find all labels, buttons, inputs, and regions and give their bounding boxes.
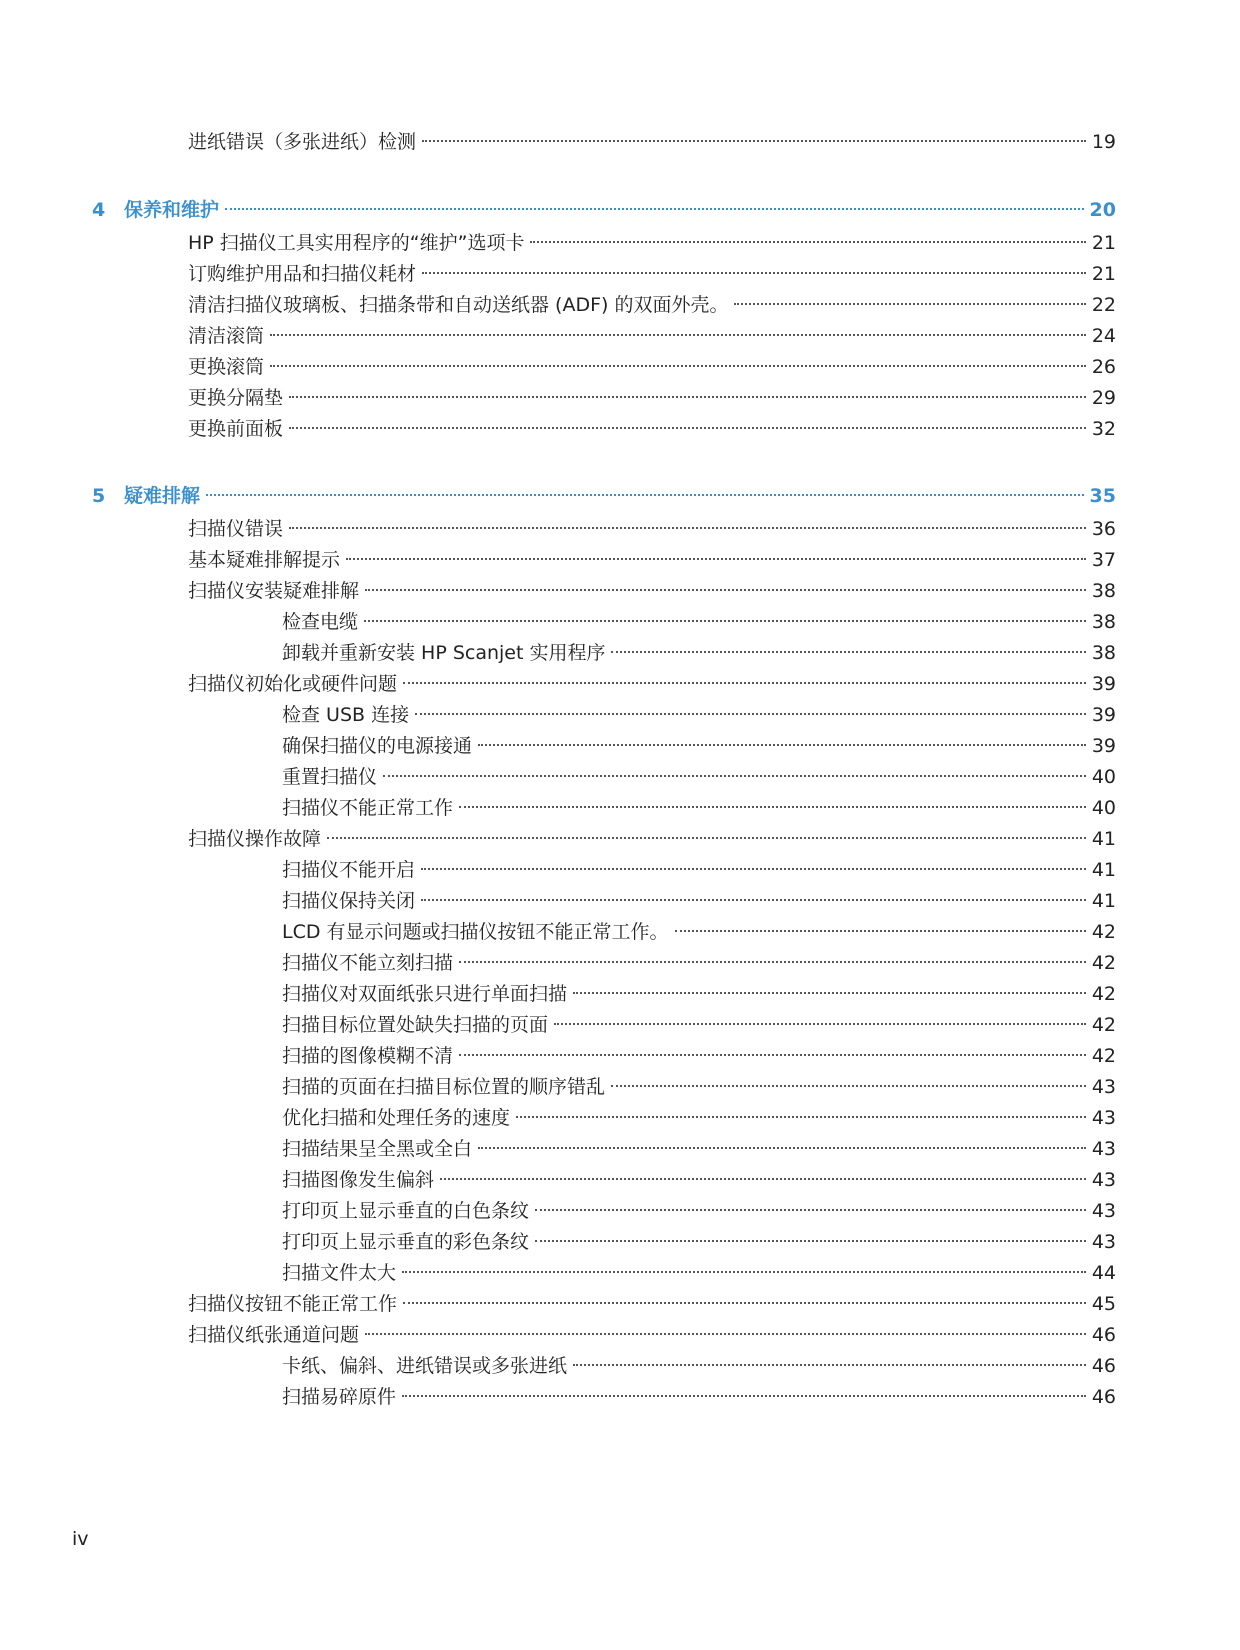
toc-page-number: 43 — [1091, 1231, 1116, 1253]
toc-entry-title: 扫描图像发生偏斜 — [282, 1169, 435, 1191]
dot-leader — [611, 1061, 1086, 1087]
dot-leader — [530, 217, 1085, 243]
dot-leader — [270, 341, 1086, 367]
toc-entry-title: 扫描结果呈全黑或全白 — [282, 1138, 473, 1160]
toc-entry-title: 扫描仪纸张通道问题 — [188, 1324, 360, 1346]
dot-leader — [421, 875, 1086, 901]
toc-page-number: 43 — [1091, 1138, 1116, 1160]
toc-page-number: 32 — [1091, 418, 1116, 440]
toc-entry-title: 优化扫描和处理任务的速度 — [282, 1107, 511, 1129]
dot-leader — [459, 937, 1086, 963]
toc-entry-title: 扫描仪安装疑难排解 — [188, 580, 360, 602]
toc-entry-title: 基本疑难排解提示 — [188, 549, 341, 571]
toc-entry[interactable] — [188, 409, 1116, 441]
toc-entry-title: 保养和维护 — [124, 199, 220, 221]
toc-page-number: 41 — [1091, 890, 1116, 912]
dot-leader — [365, 565, 1086, 591]
toc-page-number: 46 — [1091, 1324, 1116, 1346]
toc-entry-title: 更换分隔垫 — [188, 387, 284, 409]
toc-entry-title: 扫描仪初始化或硬件问题 — [188, 673, 398, 695]
toc-page-number: 46 — [1091, 1386, 1116, 1408]
toc-page-number: 39 — [1091, 673, 1116, 695]
dot-leader — [440, 1154, 1086, 1180]
toc-page-number: 42 — [1091, 921, 1116, 943]
toc-entry-title: 检查 USB 连接 — [282, 704, 410, 726]
chapter-number: 5 — [92, 485, 106, 507]
dot-leader — [327, 813, 1086, 839]
toc-entry-title: LCD 有显示问题或扫描仪按钮不能正常工作。 — [282, 921, 669, 943]
toc-entry-title: 疑难排解 — [124, 485, 201, 507]
toc-entry-title: 扫描仪按钮不能正常工作 — [188, 1293, 398, 1315]
dot-leader — [554, 999, 1086, 1025]
toc-entry-title: 更换滚筒 — [188, 356, 265, 378]
toc-entry-title: 扫描仪对双面纸张只进行单面扫描 — [282, 983, 568, 1005]
dot-leader — [403, 658, 1086, 684]
toc-entry-title: 扫描目标位置处缺失扫描的页面 — [282, 1014, 549, 1036]
dot-leader — [415, 689, 1086, 715]
toc-page-number: 43 — [1091, 1076, 1116, 1098]
dot-leader — [675, 906, 1086, 932]
toc-entry-title: 更换前面板 — [188, 418, 284, 440]
toc-page-number: 29 — [1091, 387, 1116, 409]
toc-entry-title: 扫描仪操作故障 — [188, 828, 322, 850]
dot-leader — [478, 720, 1086, 746]
toc-page-number: 36 — [1091, 518, 1116, 540]
dot-leader — [365, 1309, 1086, 1335]
toc-page-number: 38 — [1091, 611, 1116, 633]
toc-page-number: 38 — [1091, 642, 1116, 664]
toc-page-number: 39 — [1091, 704, 1116, 726]
dot-leader — [535, 1216, 1086, 1242]
toc-page-number: 45 — [1091, 1293, 1116, 1315]
dot-leader — [573, 968, 1086, 994]
toc-page-number: 21 — [1091, 263, 1116, 285]
dot-leader — [402, 1247, 1086, 1273]
toc-entry-title: HP 扫描仪工具实用程序的“维护”选项卡 — [188, 232, 525, 254]
toc-page-number: 40 — [1091, 766, 1116, 788]
dot-leader — [734, 279, 1085, 305]
toc-page-number: 42 — [1091, 1045, 1116, 1067]
toc-entry-title: 打印页上显示垂直的白色条纹 — [282, 1200, 530, 1222]
page-number-footer: iv — [72, 1528, 89, 1550]
toc-entry-title: 扫描仪不能开启 — [282, 859, 416, 881]
toc-entry-title: 扫描仪不能正常工作 — [282, 797, 454, 819]
dot-leader — [516, 1092, 1086, 1118]
toc-entry-title: 打印页上显示垂直的彩色条纹 — [282, 1231, 530, 1253]
toc-entry-title: 确保扫描仪的电源接通 — [282, 735, 473, 757]
dot-leader — [459, 782, 1086, 808]
dot-leader — [611, 627, 1085, 653]
toc-entry-title: 扫描仪保持关闭 — [282, 890, 416, 912]
toc-entry-title: 扫描的图像模糊不清 — [282, 1045, 454, 1067]
dot-leader — [206, 470, 1084, 496]
toc-page-number: 37 — [1091, 549, 1116, 571]
dot-leader — [289, 403, 1086, 429]
dot-leader — [289, 503, 1086, 529]
toc-entry-title: 扫描的页面在扫描目标位置的顺序错乱 — [282, 1076, 606, 1098]
dot-leader — [459, 1030, 1086, 1056]
toc-entry-title: 扫描仪错误 — [188, 518, 284, 540]
toc-page-number: 40 — [1091, 797, 1116, 819]
toc-page-number: 42 — [1091, 952, 1116, 974]
toc-entry-title: 清洁扫描仪玻璃板、扫描条带和自动送纸器 (ADF) 的双面外壳。 — [188, 294, 729, 316]
dot-leader — [422, 248, 1086, 274]
dot-leader — [478, 1123, 1086, 1149]
toc-page-number: 20 — [1089, 199, 1116, 221]
dot-leader — [421, 844, 1086, 870]
toc-page-number: 19 — [1091, 131, 1116, 153]
toc-entry-title: 检查电缆 — [282, 611, 359, 633]
toc-page-number: 39 — [1091, 735, 1116, 757]
dot-leader — [403, 1278, 1086, 1304]
toc-entry-title: 扫描文件太大 — [282, 1262, 397, 1284]
toc-page-number: 42 — [1091, 1014, 1116, 1036]
toc-page-number: 46 — [1091, 1355, 1116, 1377]
toc-page-number: 26 — [1091, 356, 1116, 378]
toc-page-number: 35 — [1089, 485, 1116, 507]
toc-entry[interactable] — [282, 1377, 1116, 1409]
toc-entry[interactable] — [188, 122, 1116, 154]
toc-entry-title: 重置扫描仪 — [282, 766, 378, 788]
toc-page-number: 38 — [1091, 580, 1116, 602]
toc-entry-title: 扫描易碎原件 — [282, 1386, 397, 1408]
chapter-number: 4 — [92, 199, 106, 221]
dot-leader — [225, 184, 1084, 210]
dot-leader — [535, 1185, 1086, 1211]
toc-page-number: 24 — [1091, 325, 1116, 347]
toc-page-number: 41 — [1091, 859, 1116, 881]
toc-page-number: 41 — [1091, 828, 1116, 850]
dot-leader — [270, 310, 1086, 336]
dot-leader — [346, 534, 1086, 560]
toc-entry-title: 卸载并重新安装 HP Scanjet 实用程序 — [282, 642, 606, 664]
dot-leader — [422, 116, 1086, 142]
toc-entry-title: 卡纸、偏斜、进纸错误或多张进纸 — [282, 1355, 568, 1377]
toc-page-number: 22 — [1091, 294, 1116, 316]
toc-page-number: 43 — [1091, 1169, 1116, 1191]
toc-page-number: 21 — [1091, 232, 1116, 254]
toc-page-number: 43 — [1091, 1200, 1116, 1222]
toc-page-number: 42 — [1091, 983, 1116, 1005]
toc-entry-title: 进纸错误（多张进纸）检测 — [188, 131, 417, 153]
dot-leader — [402, 1371, 1086, 1397]
dot-leader — [364, 596, 1086, 622]
dot-leader — [573, 1340, 1086, 1366]
toc-entry-title: 扫描仪不能立刻扫描 — [282, 952, 454, 974]
toc-page-number: 43 — [1091, 1107, 1116, 1129]
toc-page-number: 44 — [1091, 1262, 1116, 1284]
toc-entry-title: 订购维护用品和扫描仪耗材 — [188, 263, 417, 285]
toc-entry-title: 清洁滚筒 — [188, 325, 265, 347]
dot-leader — [383, 751, 1086, 777]
dot-leader — [289, 372, 1086, 398]
